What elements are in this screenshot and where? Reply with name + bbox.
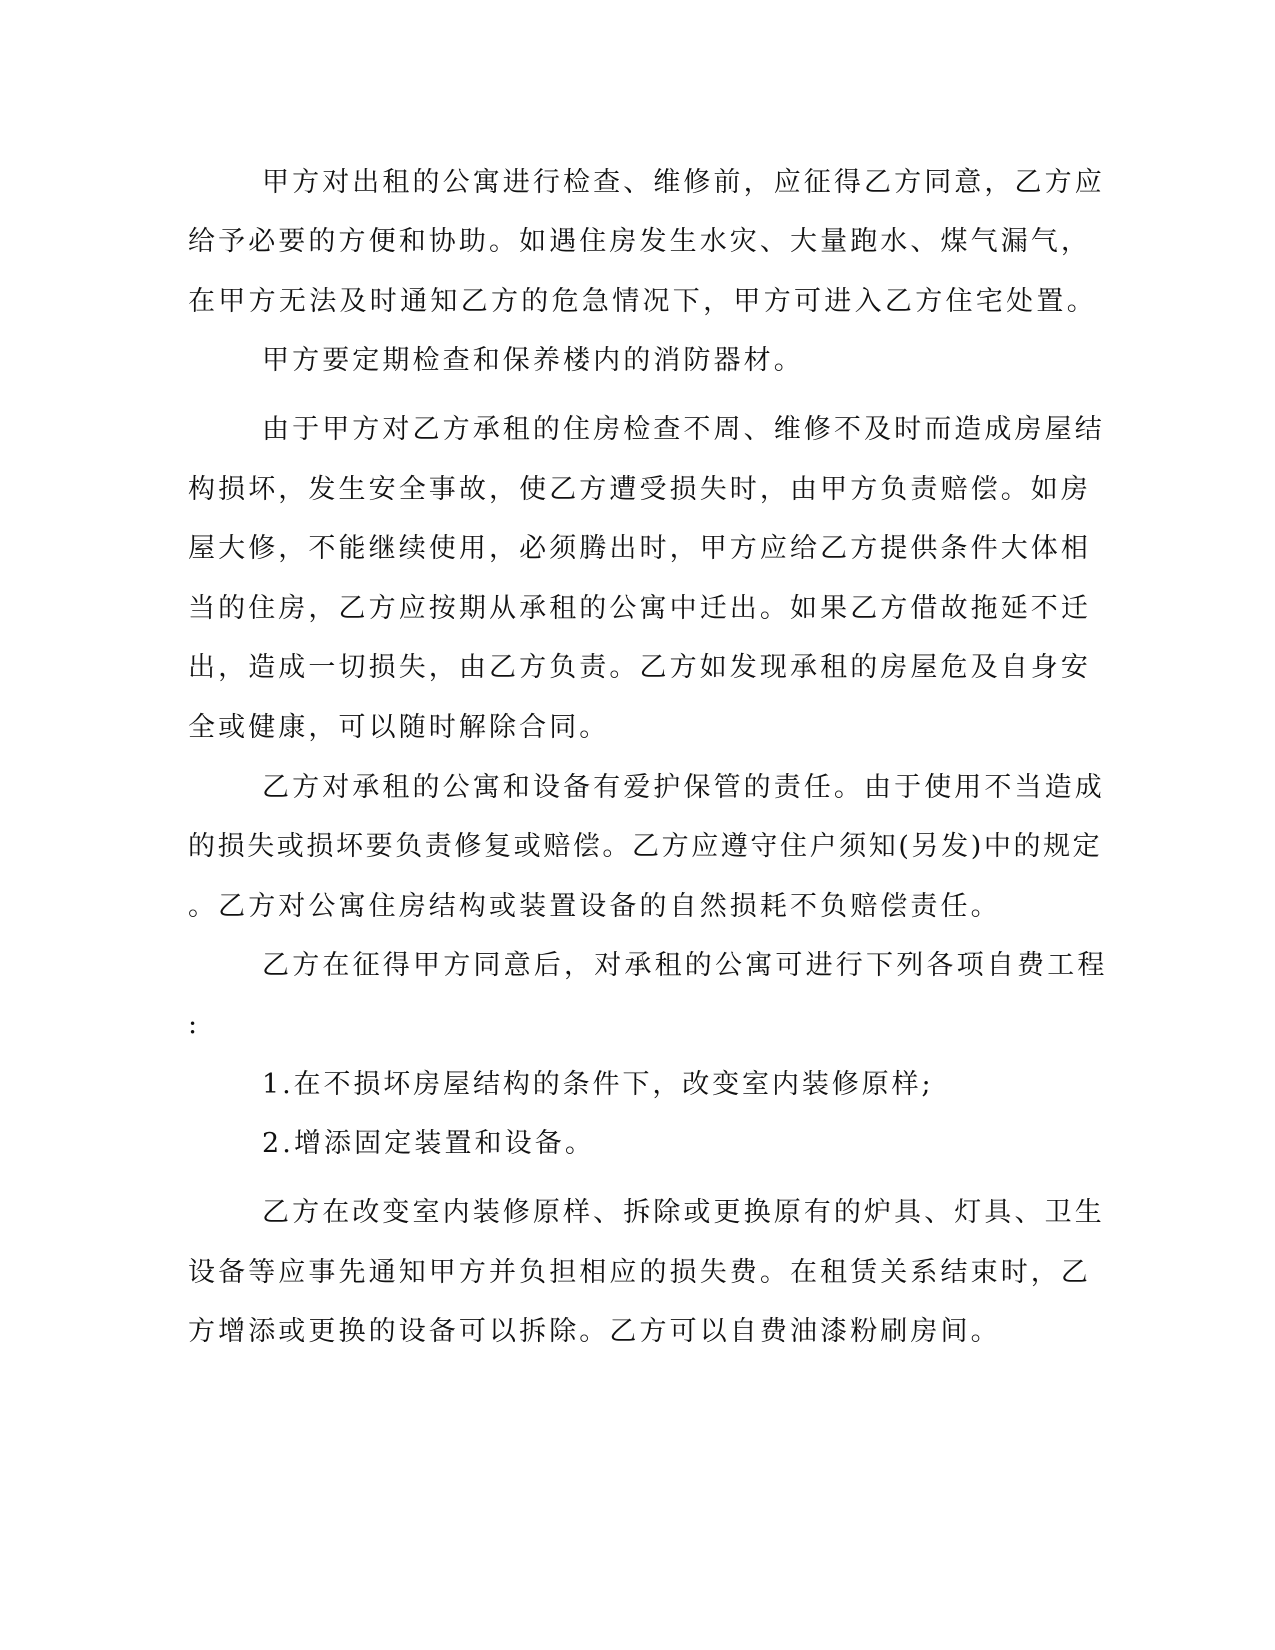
paragraph-line: 出，造成一切损失，由乙方负责。乙方如发现承租的房屋危及自身安 (188, 652, 1091, 683)
paragraph-line: 方增添或更换的设备可以拆除。乙方可以自费油漆粉刷房间。 (188, 1316, 1001, 1347)
paragraph-line: 屋大修，不能继续使用，必须腾出时，甲方应给乙方提供条件大体相 (188, 533, 1091, 564)
paragraph-line: 当的住房，乙方应按期从承租的公寓中迁出。如果乙方借故拖延不迁 (188, 593, 1091, 624)
list-item-1: 1.在不损坏房屋结构的条件下，改变室内装修原样; (262, 1069, 934, 1100)
paragraph-line: 乙方对承租的公寓和设备有爱护保管的责任。由于使用不当造成 (262, 772, 1105, 803)
paragraph-line: 在甲方无法及时通知乙方的危急情况下，甲方可进入乙方住宅处置。 (188, 286, 1097, 317)
paragraph-line: 乙方在改变室内装修原样、拆除或更换原有的炉具、灯具、卫生 (262, 1197, 1105, 1228)
paragraph-line: 设备等应事先通知甲方并负担相应的损失费。在租赁关系结束时，乙 (188, 1257, 1091, 1288)
list-item-2: 2.增添固定装置和设备。 (262, 1128, 595, 1159)
paragraph-line: 。乙方对公寓住房结构或装置设备的自然损耗不负赔偿责任。 (188, 891, 1001, 922)
paragraph-line: 的损失或损坏要负责修复或赔偿。乙方应遵守住户须知(另发)中的规定 (188, 831, 1103, 862)
paragraph-line: 乙方在征得甲方同意后，对承租的公寓可进行下列各项自费工程 (262, 950, 1108, 981)
paragraph-line: : (188, 1009, 198, 1040)
paragraph-line: 全或健康，可以随时解除合同。 (188, 712, 610, 743)
paragraph-line: 甲方要定期检查和保养楼内的消防器材。 (262, 345, 804, 376)
paragraph-line: 甲方对出租的公寓进行检查、维修前，应征得乙方同意，乙方应 (262, 167, 1105, 198)
paragraph-line: 给予必要的方便和协助。如遇住房发生水灾、大量跑水、煤气漏气， (188, 226, 1091, 257)
paragraph-line: 由于甲方对乙方承租的住房检查不周、维修不及时而造成房屋结 (262, 414, 1105, 445)
paragraph-line: 构损坏，发生安全事故，使乙方遭受损失时，由甲方负责赔偿。如房 (188, 474, 1091, 505)
